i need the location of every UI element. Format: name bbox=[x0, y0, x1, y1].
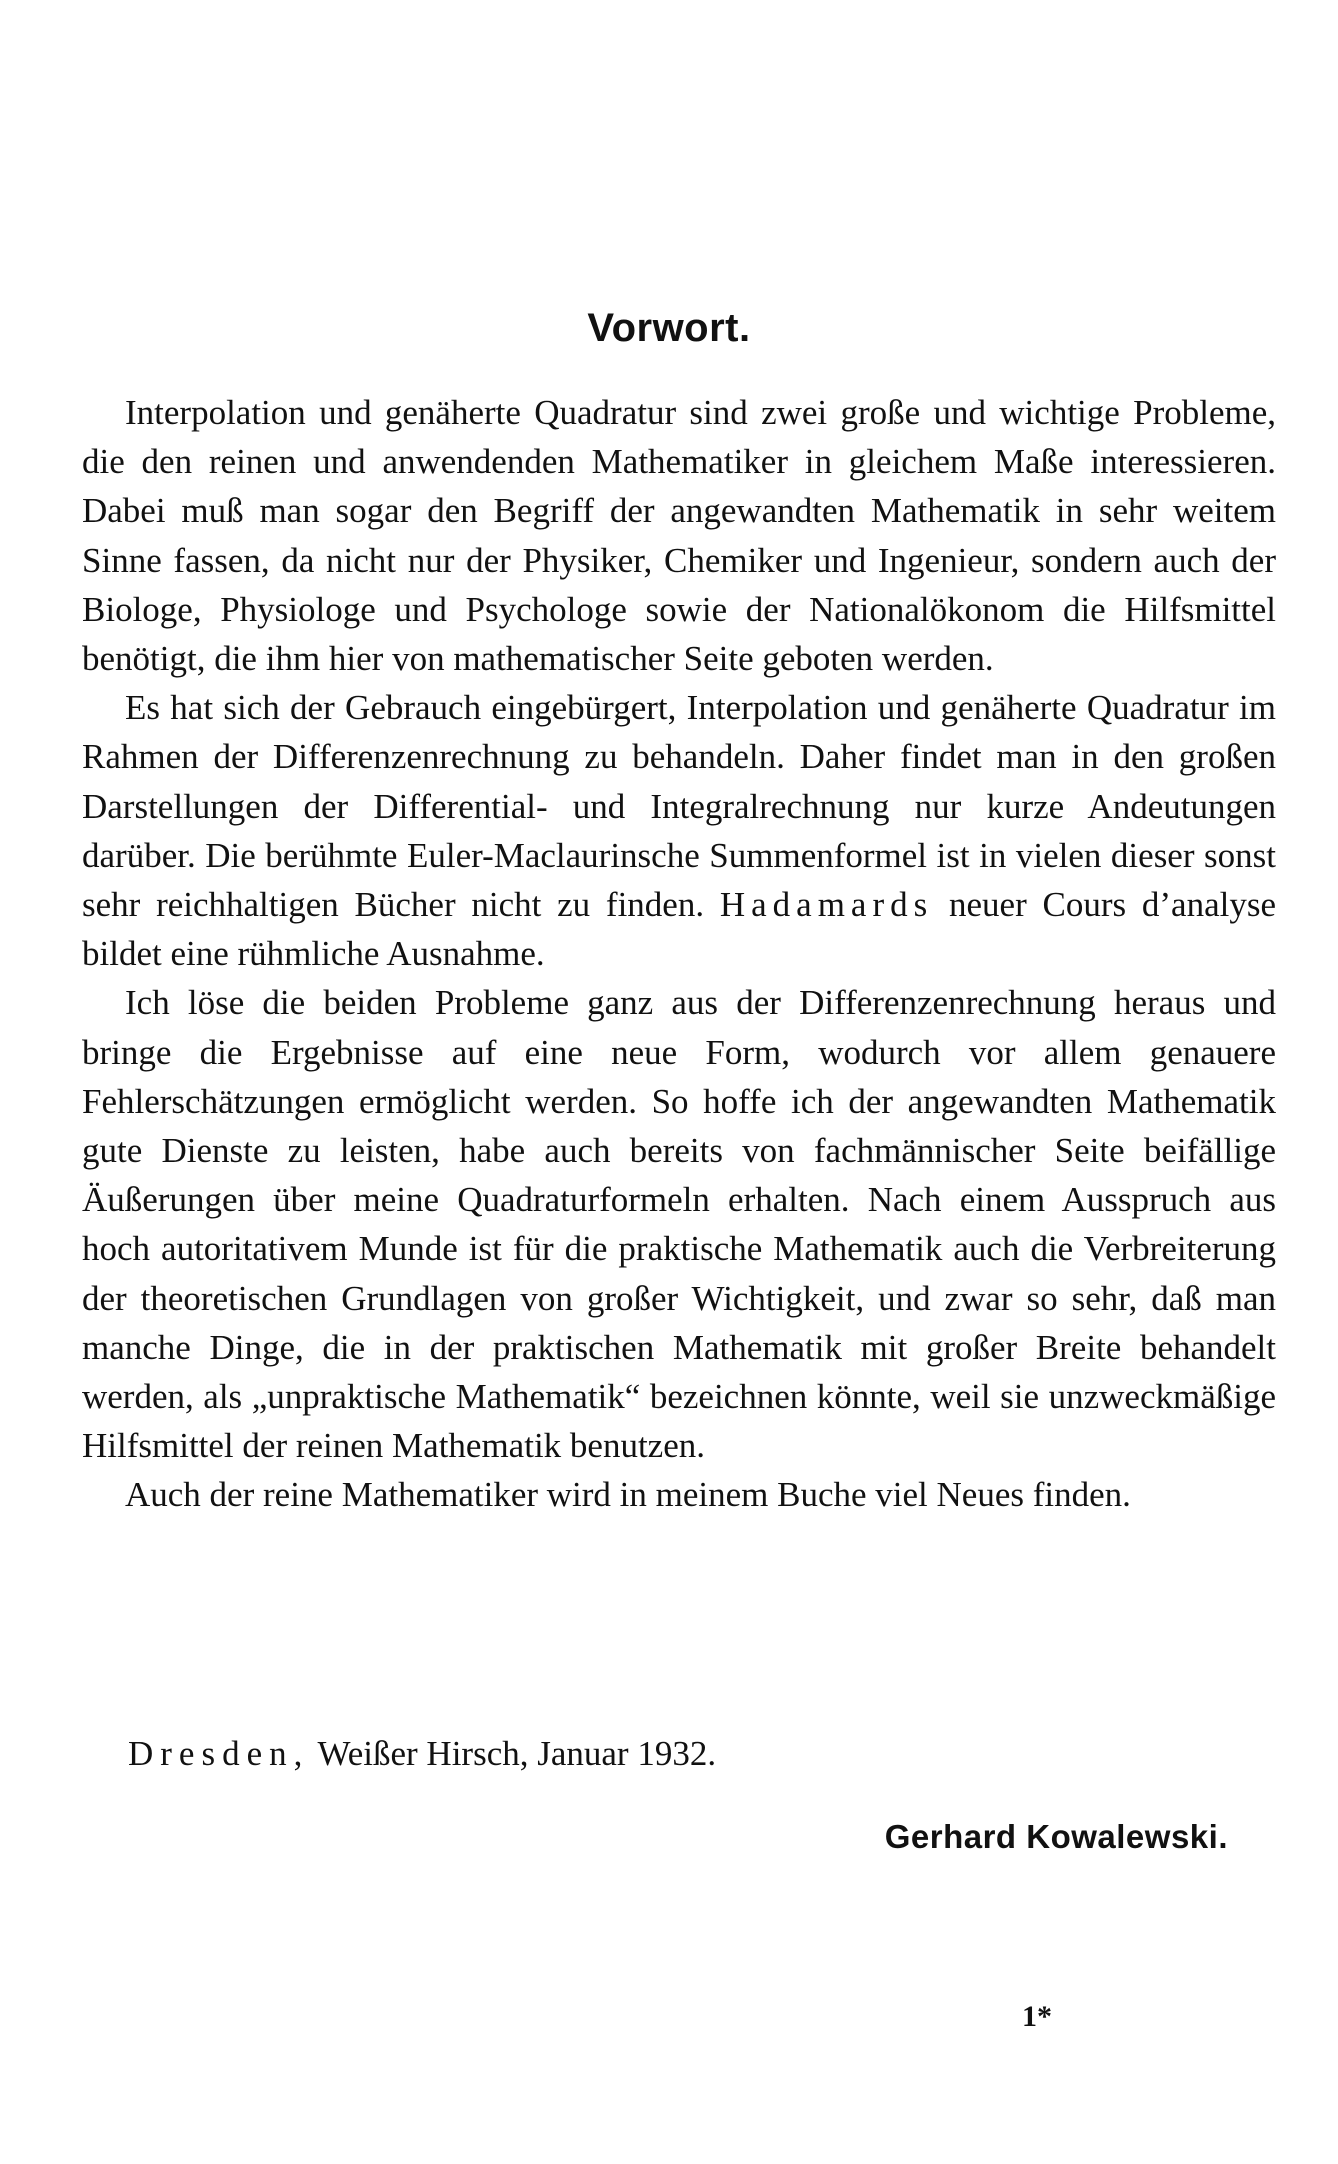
page-title: Vorwort. bbox=[587, 306, 751, 350]
dateline bbox=[128, 1734, 716, 1774]
signature bbox=[885, 1818, 1228, 1856]
dateline-place: Dresden, bbox=[128, 1734, 310, 1773]
paragraph-2-text-after: neuer Cours d’analyse bildet eine rühmliche Ausnahme. bbox=[82, 885, 1276, 974]
paragraph-3: Ich löse die beiden Probleme ganz aus der Differenzenrechnung heraus und bringe die Ergebnisse auf eine neue Form, wodurch vor allem genauere Fehlerschätzungen ermöglicht werden. So hoffe ich der angewandten Mathematik gute Dienste zu leisten, habe auch bereits von fachmännischer Seite beifällige Äußerungen über meine Quadraturformeln erhalten. Nach einem Ausspruch aus hoch autoritativem Munde ist für die praktische Mathematik auch die Verbreiterung der theoretischen Grundlagen von großer Wichtigkeit, und zwar so sehr, daß man manche Dinge, die in der praktischen Mathematik mit großer Breite behandelt werden, als „unpraktische Mathematik“ bezeichnen könnte, weil sie unzweckmäßige Hilfsmittel der reinen Mathematik benutzen. bbox=[82, 983, 1276, 1466]
dateline-rest: Weißer Hirsch, Januar 1932. bbox=[317, 1734, 717, 1773]
author-signature: Gerhard Kowalewski. bbox=[884, 1818, 1228, 1855]
preface-body bbox=[82, 388, 1276, 1520]
page-number: 1* bbox=[1022, 2000, 1052, 2033]
paragraph-4: Auch der reine Mathematiker wird in meinem Buche viel Neues finden. bbox=[125, 1475, 1131, 1515]
paragraph-1: Interpolation und genäherte Quadratur sind zwei große und wichtige Probleme, die den reinen und anwendenden Mathematiker in gleichem Maße interessieren. Dabei muß man sogar den Begriff der angewandten Mathematik in sehr weitem Sinne fassen, da nicht nur der Physiker, Chemiker und Ingenieur, sondern auch der Biologe, Physiologe und Psychologe sowie der Nationalökonom die Hilfsmittel benötigt, die ihm hier von mathematischer Seite geboten werden. bbox=[82, 393, 1276, 679]
paragraph-2-text-before: Es hat sich der Gebrauch eingebürgert, Interpolation und genäherte Quadratur im Rahmen der Differenzenrechnung zu behandeln. Daher findet man in den großen Darstellungen der Differential- und Integralrechnung nur kurze Andeutungen darüber. Die berühmte Euler-Maclaurinsche Summenformel ist in vielen dieser sonst sehr reichhaltigen Bücher nicht zu finden. bbox=[82, 688, 1276, 925]
author-name-hadamard: Hadamards bbox=[719, 885, 934, 925]
paragraph-2 bbox=[82, 683, 1276, 978]
